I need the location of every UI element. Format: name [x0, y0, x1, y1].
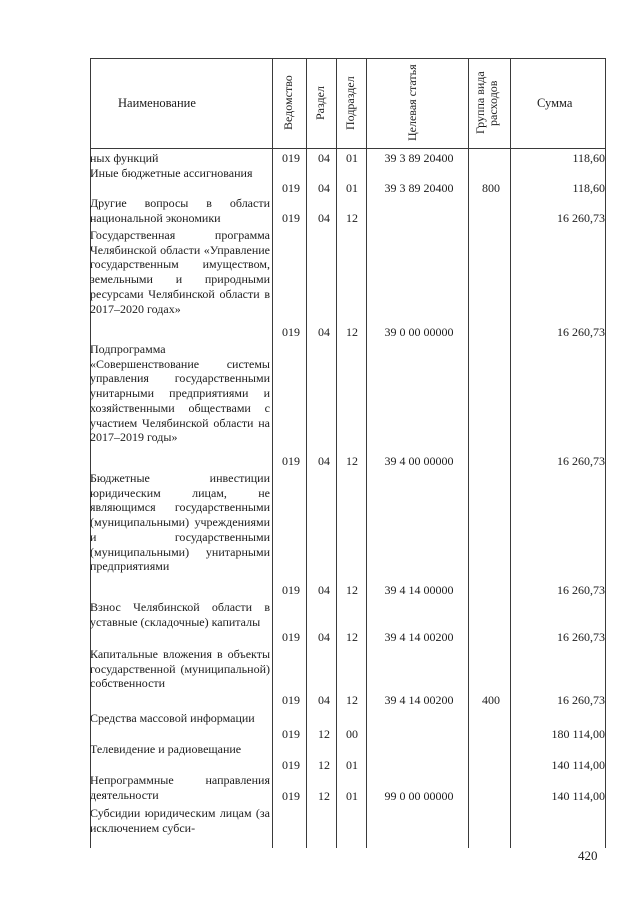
col-divider-name — [272, 58, 273, 848]
row-name: Непрограммные направления деятельности — [90, 773, 270, 802]
row-summa: 180 114,00 — [551, 727, 605, 741]
row-podrazdel: 12 — [346, 693, 358, 707]
row-gruppa: 800 — [482, 181, 500, 195]
row-razdel: 04 — [318, 583, 330, 597]
row-vedomstvo: 019 — [282, 151, 300, 165]
row-razdel: 04 — [318, 325, 330, 339]
row-celevaya: 39 0 00 00000 — [384, 325, 454, 339]
row-vedomstvo: 019 — [282, 583, 300, 597]
row-summa: 140 114,00 — [551, 758, 605, 772]
header-summa: Сумма — [537, 96, 573, 110]
row-name: Телевидение и радиовещание — [90, 742, 242, 756]
row-name: Бюджетные инвестиции юридическим лицам, не являющимся государственными (муниципальными) учреждениями и государственными (муниципальными) унитарными предприятиями — [90, 471, 270, 574]
row-celevaya: 39 4 14 00000 — [384, 583, 454, 597]
col-divider-ved — [306, 58, 307, 848]
col-divider-cel — [468, 58, 469, 848]
col-divider-podr — [366, 58, 367, 848]
row-summa: 16 260,73 — [557, 630, 605, 644]
row-vedomstvo: 019 — [282, 693, 300, 707]
row-summa: 118,60 — [572, 151, 605, 165]
row-razdel: 04 — [318, 211, 330, 225]
row-name: Субсидии юридическим лицам (за исключением субси- — [90, 806, 270, 835]
row-podrazdel: 12 — [346, 630, 358, 644]
row-razdel: 12 — [318, 758, 330, 772]
header-name: Наименование — [118, 96, 196, 110]
row-vedomstvo: 019 — [282, 211, 300, 225]
row-razdel: 04 — [318, 181, 330, 195]
row-celevaya: 39 4 14 00200 — [384, 630, 454, 644]
row-name: Иные бюджетные ассигнования — [90, 166, 253, 180]
table-border-right — [605, 58, 606, 848]
row-name: Средства массовой информации — [90, 711, 255, 725]
row-summa: 16 260,73 — [557, 693, 605, 707]
row-celevaya: 99 0 00 00000 — [384, 789, 454, 803]
header-celevaya-text: Целевая статья — [405, 64, 419, 142]
header-gruppa — [474, 60, 504, 146]
row-gruppa: 400 — [482, 693, 500, 707]
row-name: Капитальные вложения в объекты государственной (муниципальной) собственности — [90, 647, 270, 691]
row-summa: 118,60 — [572, 181, 605, 195]
row-vedomstvo: 019 — [282, 630, 300, 644]
row-celevaya: 39 3 89 20400 — [384, 151, 454, 165]
row-vedomstvo: 019 — [282, 758, 300, 772]
row-podrazdel: 01 — [346, 758, 358, 772]
row-summa: 16 260,73 — [557, 454, 605, 468]
row-name: Взнос Челябинской области в уставные (складочные) капиталы — [90, 600, 270, 629]
table-border-top — [90, 58, 606, 59]
row-razdel: 04 — [318, 151, 330, 165]
row-razdel: 12 — [318, 727, 330, 741]
header-vedomstvo: Ведомство — [281, 75, 295, 131]
row-name: Государственная программа Челябинской области «Управление государственным имуществом, земельными и природными ресурсами Челябинской области в 2017–2020 годах» — [90, 228, 270, 316]
row-celevaya: 39 4 00 00000 — [384, 454, 454, 468]
row-vedomstvo: 019 — [282, 727, 300, 741]
row-summa: 140 114,00 — [551, 789, 605, 803]
row-podrazdel: 01 — [346, 181, 358, 195]
row-summa: 16 260,73 — [557, 583, 605, 597]
row-podrazdel: 12 — [346, 325, 358, 339]
header-gruppa-text: Группа вида расходов — [473, 71, 500, 135]
col-divider-razd — [336, 58, 337, 848]
row-podrazdel: 01 — [346, 789, 358, 803]
row-summa: 16 260,73 — [557, 325, 605, 339]
row-razdel: 04 — [318, 454, 330, 468]
header-razdel: Раздел — [313, 86, 327, 120]
row-vedomstvo: 019 — [282, 454, 300, 468]
row-vedomstvo: 019 — [282, 789, 300, 803]
row-razdel: 04 — [318, 693, 330, 707]
header-podrazdel: Подраздел — [343, 76, 357, 130]
row-podrazdel: 12 — [346, 211, 358, 225]
row-summa: 16 260,73 — [557, 211, 605, 225]
header-celevaya — [406, 62, 434, 144]
row-vedomstvo: 019 — [282, 181, 300, 195]
row-podrazdel: 00 — [346, 727, 358, 741]
row-celevaya: 39 3 89 20400 — [384, 181, 454, 195]
row-name: Подпрограмма «Совершенствование системы управления государственными унитарными предприятиями и хозяйственными обществами с участием Челябинской области на 2017–2019 годы» — [90, 342, 270, 445]
row-podrazdel: 12 — [346, 583, 358, 597]
row-celevaya: 39 4 14 00200 — [384, 693, 454, 707]
row-podrazdel: 01 — [346, 151, 358, 165]
header-bottom-line — [90, 148, 606, 149]
page-number: 420 — [578, 848, 598, 863]
row-razdel: 12 — [318, 789, 330, 803]
row-razdel: 04 — [318, 630, 330, 644]
row-name: Другие вопросы в области национальной экономики — [90, 196, 270, 225]
row-podrazdel: 12 — [346, 454, 358, 468]
row-vedomstvo: 019 — [282, 325, 300, 339]
row-name: ных функций — [90, 151, 159, 165]
